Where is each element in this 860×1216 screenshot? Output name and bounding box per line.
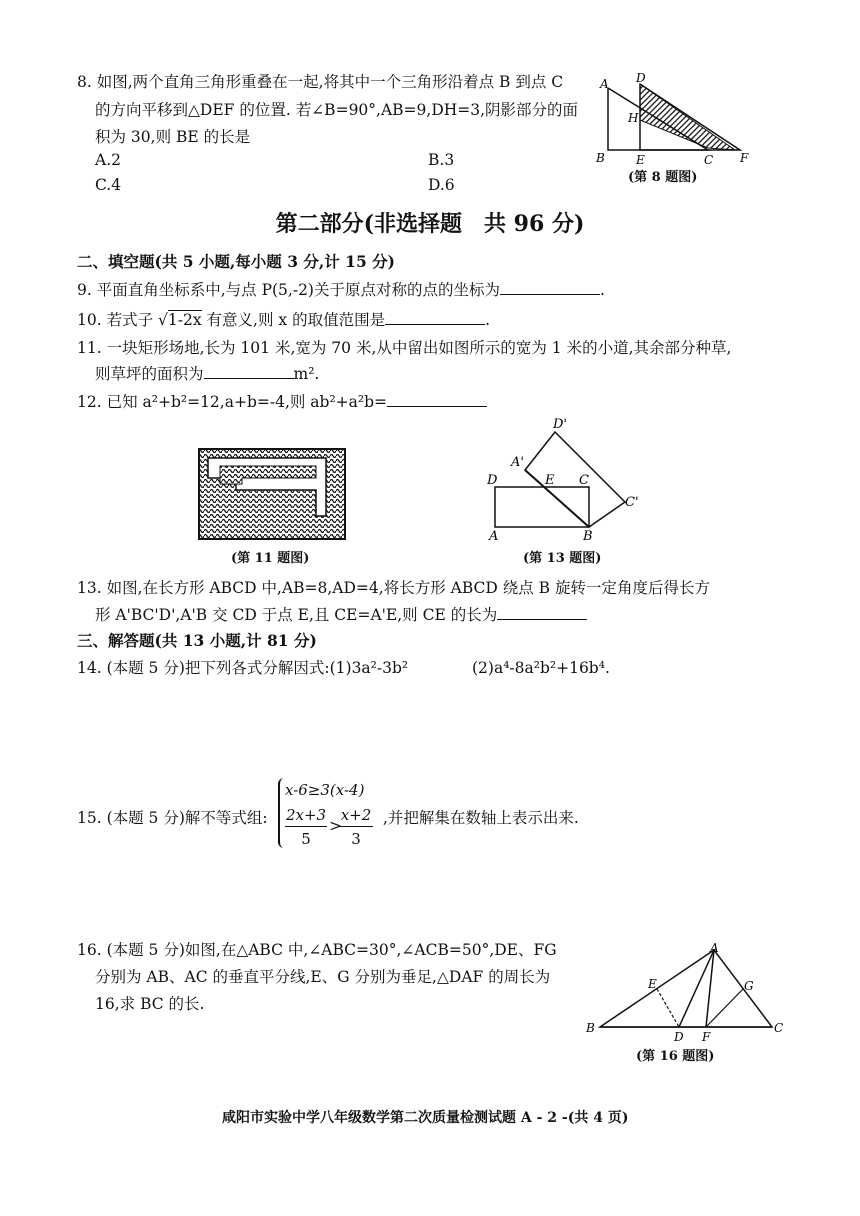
q10-post: 有意义,则 x 的取值范围是 bbox=[206, 311, 386, 329]
q8-option-d: D.6 bbox=[428, 176, 455, 194]
q13-line1: 13. 如图,在长方形 ABCD 中,AB=8,AD=4,将长方形 ABCD 绕点 B 旋转一定角度后得长方 bbox=[77, 579, 710, 597]
q8-figure bbox=[590, 70, 760, 170]
svg-text:F: F bbox=[740, 151, 749, 165]
q16-figure bbox=[582, 942, 792, 1042]
q15-den1: 5 bbox=[301, 830, 311, 848]
q9-text: 9. 平面直角坐标系中,与点 P(5,-2)关于原点对称的点的坐标为 . bbox=[77, 281, 605, 299]
q13-label-cprime: C' bbox=[625, 495, 639, 510]
q8-option-a: A.2 bbox=[95, 151, 121, 169]
q12-answer-blank[interactable] bbox=[387, 392, 487, 407]
q13-label-d: D bbox=[487, 473, 498, 488]
q8-line2: 的方向平移到△DEF 的位置. 若∠B=90°,AB=9,DH=3,阴影部分的面 bbox=[95, 101, 579, 119]
q13-label-a: A bbox=[489, 529, 499, 542]
q16-label-f: F bbox=[702, 1030, 711, 1042]
q15-den2: 3 bbox=[351, 830, 361, 848]
q10-answer-blank[interactable] bbox=[385, 310, 485, 325]
q16-line2: 分别为 AB、AC 的垂直平分线,E、G 分别为垂足,△DAF 的周长为 bbox=[95, 968, 551, 986]
svg-text:E: E bbox=[636, 153, 645, 167]
q11-line2-text: 则草坪的面积为 bbox=[95, 365, 204, 383]
q11-answer-blank[interactable] bbox=[204, 364, 294, 379]
q16-line3: 16,求 BC 的长. bbox=[95, 995, 205, 1013]
svg-text:D: D bbox=[636, 71, 646, 85]
q10-text: 10. 若式子 √1-2x 有意义,则 x 的取值范围是 . bbox=[77, 311, 491, 329]
q11-line2 bbox=[95, 364, 319, 384]
q16-line1: 16. (本题 5 分)如图,在△ABC 中,∠ABC=30°,∠ACB=50°,DE、FG bbox=[77, 941, 557, 959]
q9-label: 9. 平面直角坐标系中,与点 P(5,-2)关于原点对称的点的坐标为 bbox=[77, 281, 500, 299]
q16-label-d: D bbox=[674, 1030, 684, 1042]
q15-inequality-1: x-6≥3(x-4) bbox=[285, 781, 365, 799]
q10-sqrt: √1-2x bbox=[158, 311, 202, 329]
q15-num2: x+2 bbox=[340, 806, 372, 824]
svg-text:H: H bbox=[628, 111, 639, 125]
section2-heading: 二、填空题(共 5 小题,每小题 3 分,计 15 分) bbox=[77, 252, 395, 271]
q8-option-b: B.3 bbox=[428, 151, 455, 169]
page-footer: 咸阳市实验中学八年级数学第二次质量检测试题 A - 2 -(共 4 页) bbox=[222, 1110, 629, 1126]
q16-label-c: C bbox=[774, 1021, 784, 1035]
q11-figure bbox=[198, 448, 346, 540]
q16-label-b: B bbox=[586, 1021, 595, 1035]
q13-label-aprime: A' bbox=[511, 455, 524, 470]
q13-caption: (第 13 题图) bbox=[523, 551, 602, 566]
q13-line2 bbox=[95, 605, 587, 625]
q16-caption: (第 16 题图) bbox=[636, 1049, 715, 1064]
svg-text:B: B bbox=[596, 151, 605, 165]
q13-figure bbox=[485, 412, 645, 542]
svg-text:A: A bbox=[600, 77, 609, 91]
svg-text:C: C bbox=[704, 153, 714, 167]
q13-label-dprime: D' bbox=[553, 417, 567, 432]
section3-heading: 三、解答题(共 13 小题,计 81 分) bbox=[77, 631, 317, 650]
q13-line2-text: 形 A'BC'D',A'B 交 CD 于点 E,且 CE=A'E,则 CE 的长为 bbox=[95, 606, 498, 624]
q10-radicand: 1-2x bbox=[167, 311, 202, 329]
q11-caption: (第 11 题图) bbox=[231, 551, 310, 566]
q12-label: 12. 已知 a²+b²=12,a+b=-4,则 ab²+a²b= bbox=[77, 393, 388, 411]
q16-label-g: G bbox=[744, 979, 754, 993]
q14-part1: 14. (本题 5 分)把下列各式分解因式:(1)3a²-3b² bbox=[77, 659, 409, 677]
part2-title: 第二部分(非选择题 共 96 分) bbox=[275, 211, 585, 237]
q8-line1: 8. 如图,两个直角三角形重叠在一起,将其中一个三角形沿着点 B 到点 C bbox=[77, 73, 564, 91]
q15-relation: > bbox=[329, 817, 342, 835]
q13-label-b: B bbox=[583, 529, 593, 542]
q13-answer-blank[interactable] bbox=[497, 605, 587, 620]
q8-line3: 积为 30,则 BE 的长是 bbox=[95, 128, 251, 146]
q8-option-c: C.4 bbox=[95, 176, 122, 194]
q16-label-a: A bbox=[710, 942, 719, 955]
q11-unit: m². bbox=[293, 365, 320, 383]
q14-part2: (2)a⁴-8a²b²+16b⁴. bbox=[472, 659, 610, 677]
q15-num1: 2x+3 bbox=[285, 806, 327, 824]
q10-pre: 10. 若式子 bbox=[77, 311, 154, 329]
q16-label-e: E bbox=[648, 977, 657, 991]
q13-label-e: E bbox=[545, 473, 555, 488]
q11-line1: 11. 一块矩形场地,长为 101 米,宽为 70 米,从中留出如图所示的宽为 1 米的小道,其余部分种草, bbox=[77, 339, 732, 357]
q15-pre: 15. (本题 5 分)解不等式组: bbox=[77, 809, 268, 827]
q8-caption: (第 8 题图) bbox=[628, 170, 698, 185]
q12-text bbox=[77, 392, 487, 412]
q9-answer-blank[interactable] bbox=[500, 280, 600, 295]
q15-post: ,并把解集在数轴上表示出来. bbox=[383, 809, 579, 827]
q13-label-c: C bbox=[579, 473, 589, 488]
